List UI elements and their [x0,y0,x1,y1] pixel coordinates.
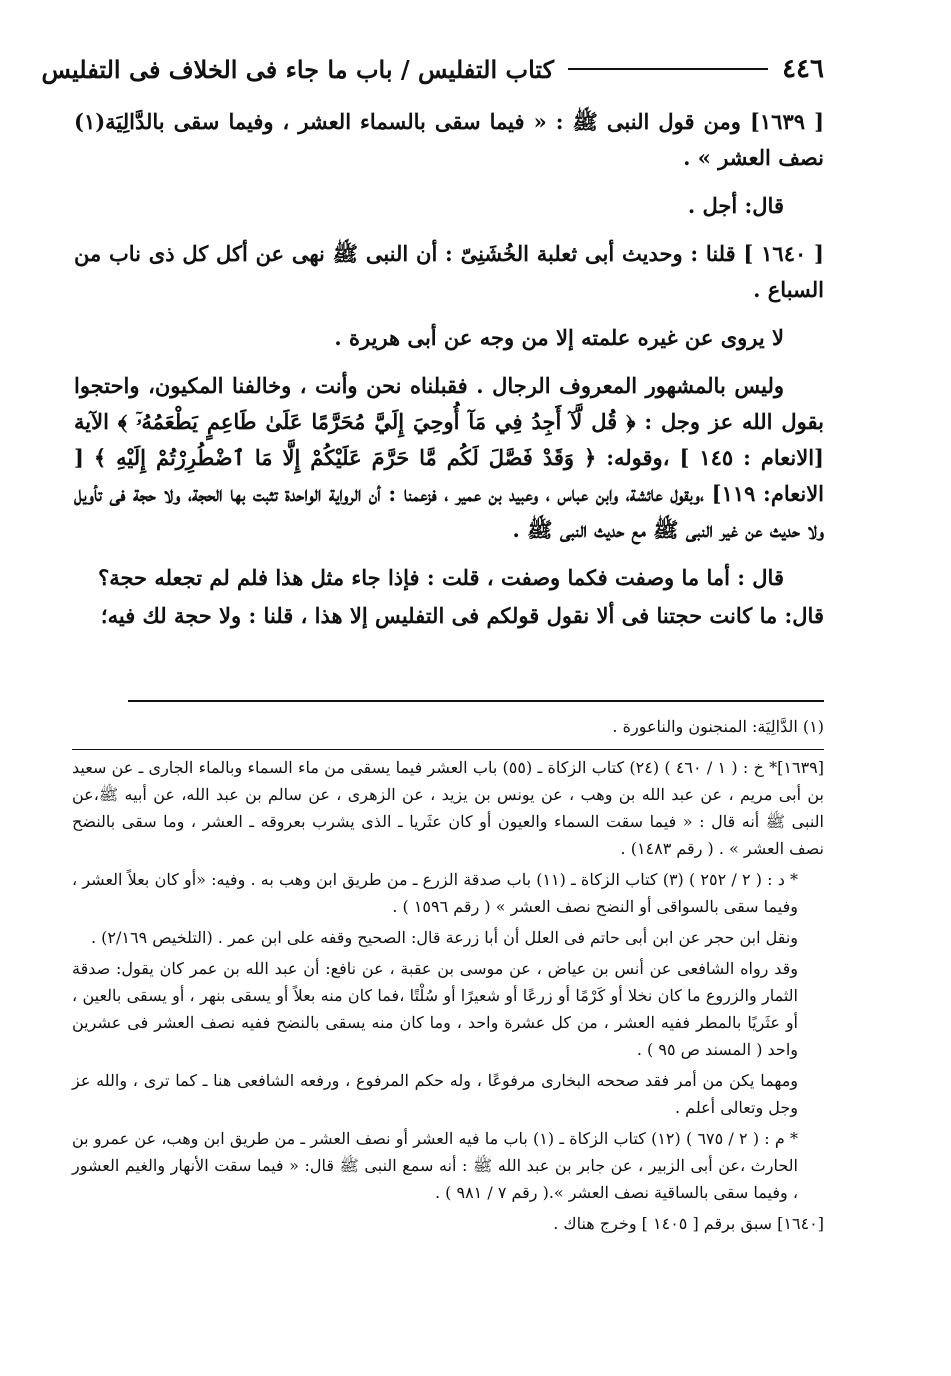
paragraph-1639: [ ١٦٣٩] ومن قول النبى ﷺ : « فيما سقى بالسماء العشر ، وفيما سقى بالدَّالِيَة(١) نصف العشر » . [74,109,825,170]
page-header [41,52,824,86]
paragraph-question: قال : أما ما وصفت فكما وصفت ، قلت : فإذا جاء مثل هذا فلم لم تجعله حجة؟ [98,565,784,590]
main-text [74,104,824,636]
note-1640: [١٦٤٠] سبق برقم [ ١٤٠٥ ] وخرج هناك . [553,1214,824,1233]
paragraph-1640: [ ١٦٤٠ ] قلنا : وحديث أبى ثعلبة الخُشَنِىّ : أن النبى ﷺ نهى عن أكل كل ذى ناب من السباع . [74,241,824,302]
note-1639-ibn-hajar: ونقل ابن حجر عن ابن أبى حاتم فى العلل أن أبا زرعة قال: الصحيح وقفه على ابن عمر . (التلخيص ٢/١٦٩) . [91,928,798,947]
notes-separator [72,749,824,750]
note-1639-muslim: * م : ( ٢ / ٦٧٥ ) (١٢) كتاب الزكاة ـ (١) باب ما فيه العشر أو نصف العشر ـ من طريق ابن وهب، عن عمرو بن الحارث ،عن أبى الزبير ، عن جابر بن عبد الله ﷺ : أنه سمع النبى ﷺ قال: « فيما سقت الأنهار والغيم العشور ، وفيما سقى بالساقية نصف العشر ».( رقم ٧ / ٩٨١ ) . [72,1129,799,1202]
note-1639-abu-dawud: * د : ( ٢ / ٢٥٢ ) (٣) كتاب الزكاة ـ (١١) باب صدقة الزرع ـ من طريق ابن وهب به . وفيه: «أو كان بعلاً العشر ، وفيما سقى بالسواقى أو النضح نصف العشر » ( رقم ١٥٩٦ ) . [72,870,799,916]
running-title: كتاب التفليس / باب ما جاء فى الخلاف فى التفليس [41,54,555,84]
note-1639-shafii: وقد رواه الشافعى عن أنس بن عياض ، عن موسى بن عقبة ، عن نافع: أن عبد الله بن عمر كان يقول: صدقة الثمار والزروع ما كان نخلا أو كَرْمًا أو زرعًا أو شعيرًا أو سُلْتًا ،فما كان منه بعلاً أو يسقى بنهر ، أو يسقى بالعين ، أو عثَريًا بالمطر ففيه العشر ، من كل عشرة واحد ، وما كان منه يسقى بالنضح ففيه نصف العشر فى عشرين واحد ( المسند ص ٩٥ ) . [72,959,798,1059]
takhrij-notes [72,754,824,1241]
note-1639-conclusion: ومهما يكن من أمر فقد صححه البخارى مرفوعًا ، وله حكم المرفوع ، ورفعه الشافعى هنا ـ كما ترى ، والله عز وجل وتعالى أعلم . [72,1071,798,1117]
paragraph-narration-note: لا يروى عن غيره علمته إلا من وجه عن أبى هريرة . [334,325,784,350]
footnote-separator [128,700,824,702]
footnote-1: (١) الدَّالِيَة: المنجنون والناعورة . [612,717,824,736]
paragraph-argument: وليس بالمشهور المعروف الرجال . فقبلناه نحن وأنت ، وخالفنا المكيون، واحتجوا بقول الله عز وجل : ﴿ قُل لَّآ أَجِدُ فِي مَآ أُوحِيَ إِلَيَّ مُحَرَّمًا عَلَىٰ طَاعِمٍ يَطْعَمُهُۥٓ ﴾ الآية [الانعام : ١٤٥ ] ،وقوله: ﴿ وَقَدْ فَصَّلَ لَكُم مَّا حَرَّمَ عَلَيْكُمْ إِلَّا مَا ٱضْطُرِرْتُمْ إِلَيْهِ ﴾ [ الانعام: ١١٩] ،وبقول عائشة، وابن عباس ، وعبيد بن عمير ، فزعمنا : أن الرواية الواحدة تثبت بها الحجة، ولا حجة فى تأويل ولا حديث عن غير النبى ﷺ مع حديث النبى ﷺ . [74,373,824,542]
header-rule [568,68,768,70]
paragraph-answer: قال: ما كانت حجتنا فى ألا نقول قولكم فى التفليس إلا هذا ، قلنا : ولا حجة لك فيه؛ [100,603,824,628]
note-1639-bukhari: [١٦٣٩]* خ : ( ١ / ٤٦٠ ) (٢٤) كتاب الزكاة ـ (٥٥) باب العشر فيما يسقى من ماء السماء وبالماء الجارى ـ عن سعيد بن أبى مريم ، عن عبد الله بن وهب ، عن يونس بن يزيد ، عن الزهرى ، عن سالم بن عبد الله، عن أبيه ﷺ،عن النبى ﷺ أنه قال : « فيما سقت السماء والعيون أو كان عثَريا ـ الذى يشرب بعروقه ـ العشر ، وما سقى بالنضح نصف العشر » . ( رقم ١٤٨٣) . [72,758,825,858]
page-number: ٤٤٦ [782,54,824,84]
paragraph-reply-1: قال: أجل . [687,193,784,218]
